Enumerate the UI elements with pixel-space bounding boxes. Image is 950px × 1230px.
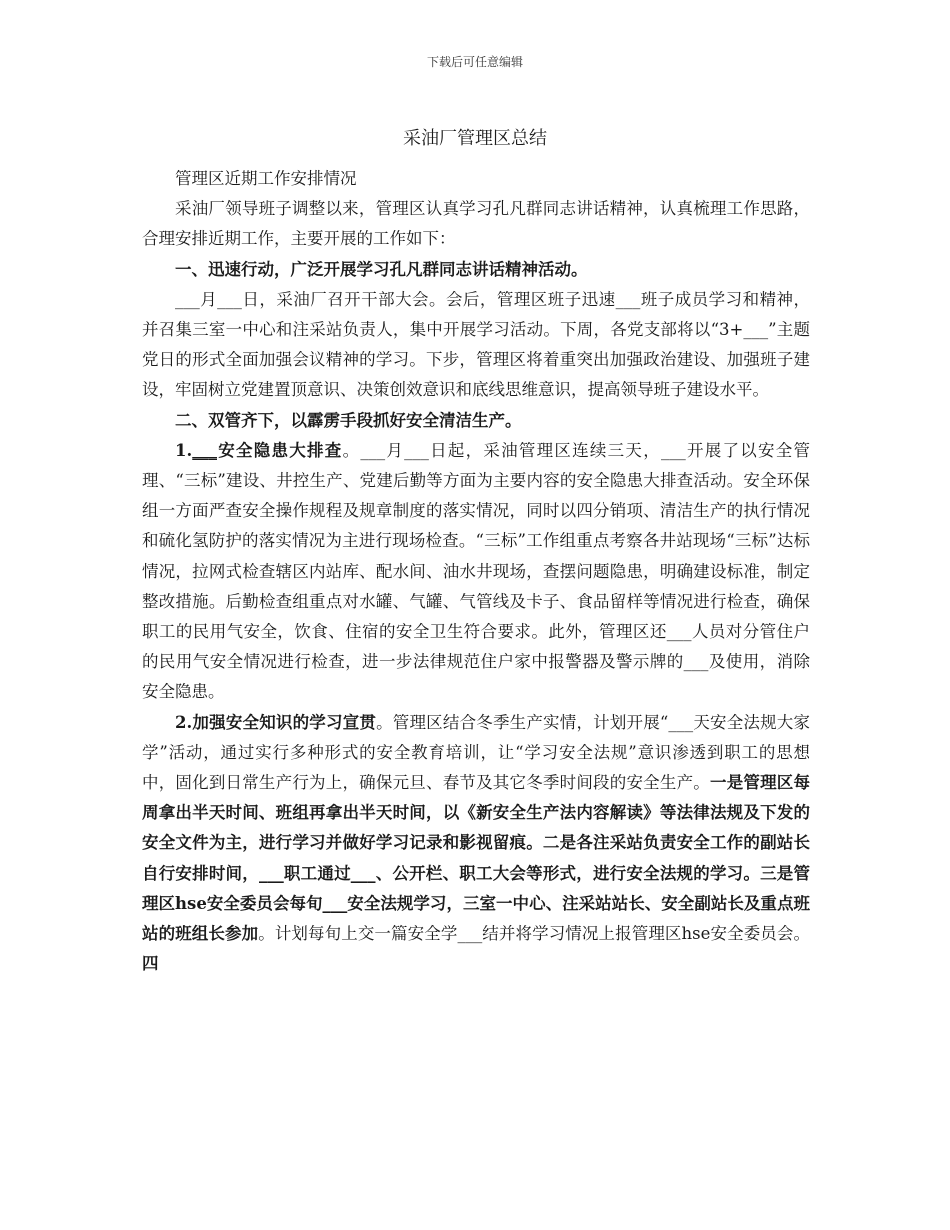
item2-body2: 。计划每旬上交一篇安全学___结并将学习情况上报管理区hse安全委员会。 — [258, 924, 811, 944]
document-title: 采油厂管理区总结 — [403, 128, 547, 149]
item1-num: 1. — [175, 440, 193, 460]
intro-paragraph: 采油厂领导班子调整以来，管理区认真学习孔凡群同志讲话精神，认真梳理工作思路，合理安排近期工作，主要开展的工作如下： — [142, 199, 810, 249]
item2-title: 2.加强安全知识的学习宣贯 — [175, 712, 377, 732]
item1-body: 。___月___日起，采油管理区连续三天，___开展了以安全管理、“三标”建设、井控生产、党建后勤等方面为主要内容的安全隐患大排查活动。安全环保组一方面严查安全操作规程及规章制度的落实情况，同时以四分销项、清洁生产的执行情况和硫化氢防护的落实情况为主进行现场检查。“三标”工作组重点考察各井站现场“三标”达标情况，拉网式检查辖区内站库、配水间、油水井现场，查摆问题隐患，明确建设标准，制定整改措施。后勤检查组重点对水罐、气罐、气管线及卡子、食品留样等情况进行检查，确保职工的民用气安全，饮食、住宿的安全卫生符合要求。此外，管理区还___人员对分管住户的民用气安全情况进行检查，进一步法律规范住户家中报警器及警示牌的___及使用，消除安全隐患。 — [142, 440, 811, 702]
page-header: 下载后可任意编辑 — [426, 55, 523, 69]
item2-paragraph — [142, 708, 810, 980]
item1-paragraph — [142, 436, 810, 708]
subtitle: 管理区近期工作安排情况 — [175, 169, 357, 188]
section2-heading: 二、双管齐下，以霹雳手段抓好安全清洁生产。 — [175, 410, 522, 430]
section1-heading: 一、迅速行动，广泛开展学习孔凡群同志讲话精神活动。 — [175, 259, 588, 279]
item2-body1: 。管理区结合冬季生产实情，计划开展“___天安全法规大家学”活动，通过实行多种形式的安全教育培训，让“学习安全法规”意识渗透到职工的思想中，固化到日常生产行为上，确保元旦、春节及其它冬季时间段的安全生产。 — [142, 712, 810, 793]
item2-bold1: 一是管理区每周拿出半天时间、班组再拿出半天时间，以《新安全生产法内容解读》等法律法规及下发的安全文件为主，进行学习并做好学习记录和影视留痕。二是各注采站负责安全工作的副站长自行安排时间，___职工通过___、公开栏、职工大会等形式，进行安全法规的学习。三是管理区hse安全委员会每旬___安全法规学习，三室一中心、注采站站长、安全副站长及重点班站的班组长参加 — [142, 773, 811, 944]
document-body — [142, 164, 810, 979]
item1-title-blank: ___ — [192, 440, 217, 460]
item1-title: 安全隐患大排查 — [216, 440, 343, 460]
section1-paragraph: ___月___日，采油厂召开干部大会。会后，管理区班子迅速___班子成员学习和精神，并召集三室一中心和注采站负责人，集中开展学习活动。下周，各党支部将以“3+___”主题党日的形式全面加强会议精神的学习。下步，管理区将着重突出加强政治建设、加强班子建设，牢固树立党建置顶意识、决策创效意识和底线思维意识，提高领导班子建设水平。 — [142, 289, 810, 400]
item2-bold2: 四 — [142, 954, 159, 974]
